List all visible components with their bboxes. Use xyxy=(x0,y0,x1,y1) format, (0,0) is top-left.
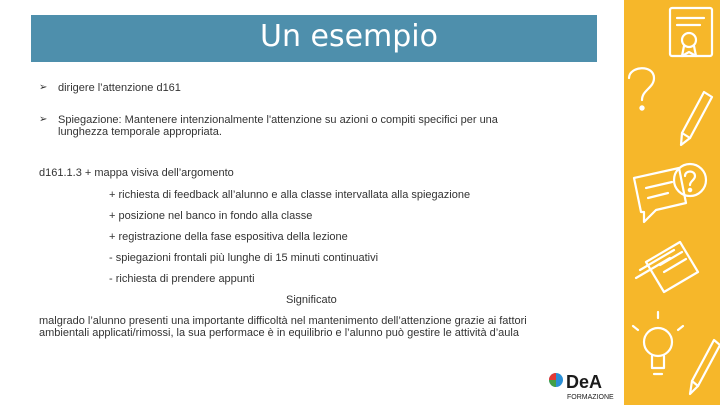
title-bar xyxy=(31,15,597,62)
arrow-bullet-icon: ➢ xyxy=(39,82,48,93)
bullet-text-line2: lunghezza temporale appropriata. xyxy=(58,126,222,138)
dea-logo-icon xyxy=(546,366,616,402)
decorative-sidebar xyxy=(624,0,720,405)
documents-icon xyxy=(636,242,698,292)
certificate-icon xyxy=(670,8,712,56)
logo-text: DeA xyxy=(566,372,603,392)
question-mark-icon xyxy=(629,68,654,109)
dea-logo xyxy=(546,366,616,402)
logo-subtext: FORMAZIONE xyxy=(567,394,614,401)
significato-label: Significato xyxy=(286,294,337,306)
list-item: - richiesta di prendere appunti xyxy=(109,273,255,285)
list-item: + richiesta di feedback all’alunno e alla classe intervallata alla spiegazione xyxy=(109,189,471,201)
bullet-text: dirigere l’attenzione d161 xyxy=(58,82,181,94)
arrow-bullet-icon: ➢ xyxy=(39,114,48,125)
list-item: - spiegazioni frontali più lunghe di 15 minuti continuativi xyxy=(109,252,379,264)
list-item: + posizione nel banco in fondo alla classe xyxy=(109,210,313,222)
question-bubble-icon xyxy=(674,164,706,196)
bullet-text-line1: Spiegazione: Mantenere intenzionalmente l'attenzione su azioni o compiti specifici per una xyxy=(58,114,498,126)
page-title: Un esempio xyxy=(259,19,438,54)
conclusion-line1: malgrado l’alunno presenti una importante difficoltà nel mantenimento dell’attenzione grazie ai fattori xyxy=(39,315,527,327)
conclusion-line2: ambientali applicati/rimossi, la sua performace è in equilibrio e l’alunno può gestire le attività d’aula xyxy=(39,327,519,339)
lightbulb-icon xyxy=(633,312,683,374)
list-item: + registrazione della fase espositiva della lezione xyxy=(109,231,348,243)
chat-bubble-icon xyxy=(634,168,686,222)
pencil-icon xyxy=(681,92,712,145)
code-line: d161.1.3 + mappa visiva dell’argomento xyxy=(39,167,234,179)
pen-icon xyxy=(690,340,720,394)
